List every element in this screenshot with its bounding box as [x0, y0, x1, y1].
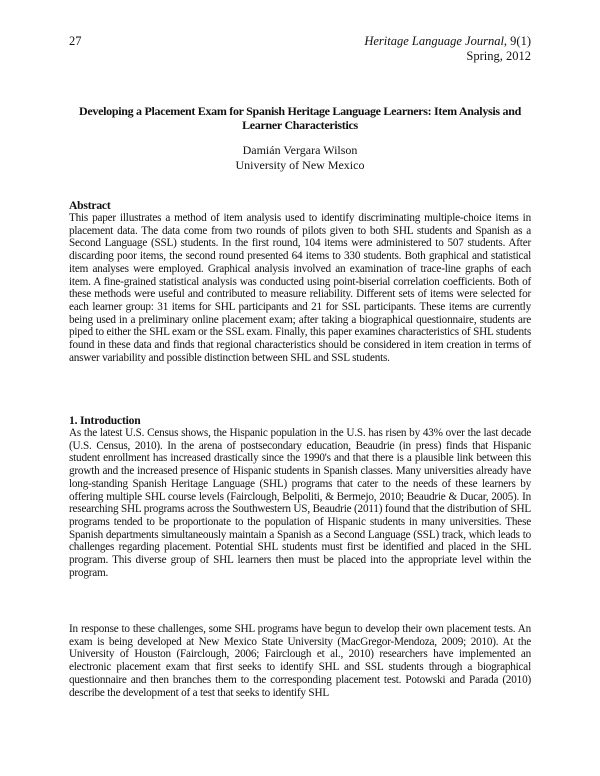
- journal-citation: [364, 34, 531, 49]
- author-name: Damián Vergara Wilson: [242, 143, 358, 157]
- journal-name: Heritage Language Journal: [364, 34, 504, 48]
- abstract-heading: Abstract: [69, 199, 111, 212]
- introduction-paragraph-2: In response to these challenges, some SHL programs have begun to develop their own placement tests. An exam is being developed at New Mexico State University (MacGregor-Mendoza, 2009; 2010). At the University of Houston (Fairclough, 2006; Fairclough et al., 2010) researchers have implemented an electronic placement exam that first seeks to identify SHL and SSL students through a biographical questionnaire and then branches them to the corresponding placement test. Potowski and Parada (2010) describe the development of a test that seeks to identify SHL: [69, 623, 531, 699]
- author-affiliation: University of New Mexico: [235, 158, 365, 172]
- abstract-section: [69, 199, 531, 364]
- author-block: [69, 143, 531, 173]
- volume-issue: , 9(1): [503, 34, 531, 48]
- journal-header: [364, 34, 531, 64]
- introduction-paragraph-1: As the latest U.S. Census shows, the Hispanic population in the U.S. has risen by 43% over the last decade (U.S. Census, 2010). In the arena of postsecondary education, Beaudrie (in press) finds that Hispanic student enrollment has increased drastically since the 1990's and that there is a plausible link between this growth and the increased presence of Hispanic students in Spanish classes. Many universities already have long-standing Spanish Heritage Language (SHL) programs that cater to the needs of these learners by offering multiple SHL course levels (Fairclough, Belpoliti, & Bermejo, 2010; Beaudrie & Ducar, 2005). In researching SHL programs across the Southwestern US, Beaudrie (2011) found that the distribution of SHL programs tended to be proportionate to the population of Hispanic students in many universities. These Spanish departments simultaneously maintain a Spanish as a Second Language (SSL) track, which leads to challenges regarding placement. Potential SHL students must first be identified and placed in the SHL program. This diverse group of SHL learners then must be placed into the appropriate level within the program.: [69, 427, 531, 579]
- introduction-heading: 1. Introduction: [69, 414, 141, 427]
- page-number: 27: [69, 34, 82, 48]
- abstract-text: This paper illustrates a method of item analysis used to identify discriminating multiple-choice items in placement data. The data come from two rounds of pilots given to both SHL students and Spanish as a Second Language (SSL) students. In the first round, 104 items were administered to 507 students. After discarding poor items, the second round presented 64 items to 330 students. Both graphical and statistical item analyses were employed. Graphical analysis involved an examination of trace-line graphs of each item. A fine-grained statistical analysis was conducted using point-biserial correlation coefficients. Both of these methods were useful and contributed to measure reliability. Different sets of items were selected for each learner group: 31 items for SHL participants and 21 for SSL participants. These items are currently being used in a preliminary online placement exam; after taking a biographical questionnaire, students are piped to either the SHL exam or the SSL exam. Finally, this paper examines characteristics of SHL students found in these data and finds that regional characteristics should be considered in item creation in terms of answer variability and possible distinction between SHL and SSL students.: [69, 212, 531, 364]
- introduction-continued: [69, 623, 531, 699]
- article-title: Developing a Placement Exam for Spanish Heritage Language Learners: Item Analysis and Learner Characteristics: [79, 104, 521, 132]
- introduction-section: [69, 414, 531, 579]
- issue-season: Spring, 2012: [466, 49, 531, 63]
